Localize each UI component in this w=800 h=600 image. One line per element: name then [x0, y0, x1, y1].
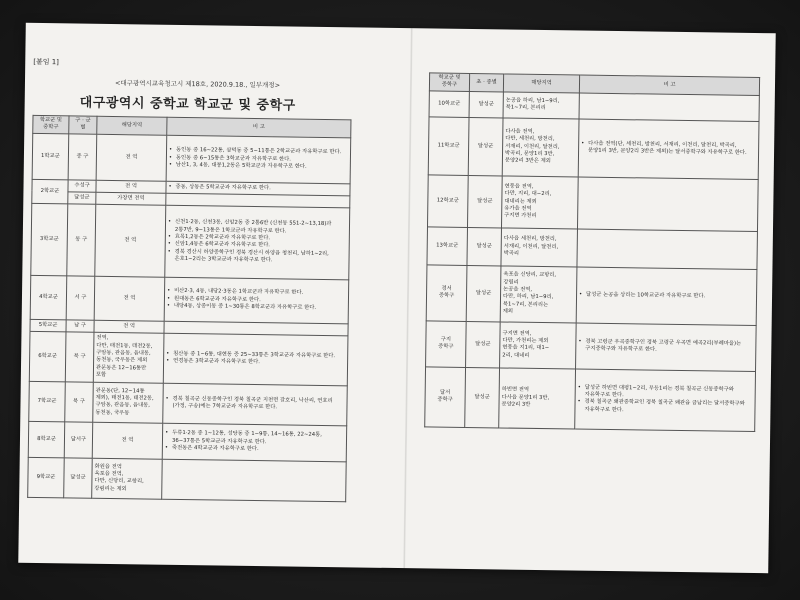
area-cell: 구지면 전역, 다만, 가천리는 제외 현풍읍 지1리, 대1~ 2리, 대네리 [500, 322, 577, 369]
area-cell: 전 역 [94, 276, 165, 321]
header-district: 구 · 군 별 [69, 116, 97, 134]
level-cell: 달성군 [469, 91, 503, 117]
note-cell [577, 177, 758, 232]
note-cell [165, 205, 350, 280]
note-item: • 비산2·3, 4동, 내당2·3동은 1학교군과 자유학구로 한다. [173, 288, 346, 298]
table-row [427, 227, 757, 270]
header-note: 비 고 [167, 117, 351, 137]
level-cell: 달성군 [468, 117, 503, 175]
group-cell: 2학교군 [32, 179, 68, 204]
area-cell: 전 역 [92, 422, 162, 459]
header-group: 학교군 및 중학구 [429, 73, 469, 91]
group-cell: 3학교군 [31, 203, 68, 275]
note-item: • 효목1,2동은 2학교군과 자유학구로 한다. [174, 234, 347, 244]
level-cell: 달성군 [465, 367, 500, 427]
note-item: • 경북 칠곡군 왜관중학교인 경북 칠곡군 왜관읍 금남리는 달서중학구와 자유학구로 한다. [583, 399, 752, 416]
level-cell: 달성군 [467, 227, 502, 265]
area-cell: 다사읍 세천리, 방천리, 서재리, 이천리, 달천리, 박곡리 [501, 228, 578, 267]
note-item: • 중동, 상동은 5학교군과 자유학구로 한다. [174, 183, 347, 193]
note-cell [164, 277, 349, 324]
note-item: • 침산동 중 1~6통, 대현동 중 25~33통은 3학교군과 자유학구로 한다. [172, 351, 345, 361]
note-cell [576, 323, 757, 372]
area-cell: 화원읍 전역 옥포읍 전역, 다만, 신당리, 교항리, 강림리는 제외 [92, 458, 163, 499]
note-item: • 경북 고령군 우곡중학구인 경북 고령군 우곡면 예곡2리(부례마을)는 구지중학구와 자유학구로 한다. [584, 339, 753, 356]
note-cell [578, 119, 759, 180]
note-cell [163, 333, 348, 386]
area-cell: 가창면 전역 [96, 192, 166, 205]
district-cell: 동 구 [67, 204, 96, 276]
attachment-label: [붙임 1] [33, 57, 59, 67]
note-item: • 경북 경산시 하양중학구인 경북 경산시 하양읍 청천리, 남하1~2리, 은호1~2리는 3학교군과 자유학구로 한다. [173, 249, 346, 266]
group-cell: 12학교군 [427, 175, 468, 228]
area-cell: 전 역 [94, 320, 164, 333]
district-cell: 남 구 [66, 320, 94, 332]
district-cell: 달성군 [68, 192, 96, 204]
notice-subtitle: <대구광역시교육청고시 제18호, 2020.9.18., 일부개정> [114, 79, 281, 90]
group-cell: 5학교군 [30, 319, 66, 332]
level-cell: 달성군 [467, 175, 502, 227]
table-row [426, 265, 757, 326]
note-item: • 다사읍 전역(단, 세천리, 방천리, 서재리, 이천리, 달천리, 박곡리, 문양1리 3반, 문양2리 3반은 제외)는 달서중학구와 자유학구로 한다. [587, 141, 756, 158]
table-row [32, 133, 351, 183]
group-cell: 9학교군 [28, 457, 65, 497]
table-row [28, 421, 346, 461]
district-cell: 북 구 [65, 332, 94, 382]
note-cell [163, 383, 348, 426]
note-cell [576, 267, 757, 326]
district-cell: 달성군 [64, 458, 93, 498]
area-cell: 하빈면 전역 다사읍 문양1리 3반, 문양2리 3반 [499, 368, 576, 429]
table-row [30, 275, 349, 323]
note-item: • 신암1,4동은 6학교군과 자유학구로 한다. [174, 241, 347, 251]
header-area: 해당지역 [503, 74, 579, 93]
table-row [426, 321, 757, 372]
header-group: 학교군 및 중학구 [33, 115, 69, 133]
left-page [18, 23, 406, 568]
group-cell: 11학교군 [428, 117, 469, 176]
table-row [29, 331, 348, 385]
district-cell: 수성구 [68, 180, 96, 192]
note-item: • 동인동 중 6~15통은 3학교군과 자유학구로 한다. [175, 154, 348, 164]
note-item: • 내당4동, 상중이동 중 1~30통은 8학교군과 자유학구로 한다. [173, 303, 346, 313]
note-cell [166, 135, 351, 184]
note-cell [162, 423, 346, 462]
district-cell: 북 구 [65, 382, 94, 422]
group-cell: 1학교군 [32, 133, 69, 179]
group-cell: 경서 중학구 [426, 265, 467, 322]
note-cell [579, 93, 759, 122]
area-cell: 전 역 [96, 180, 166, 193]
group-cell: 10학교군 [429, 91, 469, 118]
table-row [425, 367, 756, 432]
area-cell: 전 역 [96, 134, 167, 181]
area-cell: 논공읍 하리, 남1~9리, 북1~7리, 본리리 [503, 92, 579, 119]
note-item: • 달성군 논공읍 상리는 10학교군과 자유학구로 한다. [585, 291, 754, 301]
group-cell: 달서 중학구 [425, 367, 466, 428]
group-cell: 13학교군 [427, 227, 468, 266]
note-item: • 죽전동은 4학교군과 자유학구로 한다. [171, 445, 344, 455]
table-row [428, 117, 759, 180]
note-item: • 남산1, 3, 4동, 대봉1,2동은 5학교군과 자유학구로 한다. [175, 162, 348, 172]
district-cell: 서 구 [66, 276, 95, 320]
header-note: 비 고 [579, 75, 759, 95]
table-row [28, 457, 347, 501]
area-cell: 전역, 다만, 태전1동, 태전2동, 구암동, 관음동, 읍내동, 동천동, 국우동은 제외 관문동은 12~16통만 포함 [93, 332, 164, 383]
left-district-table [27, 115, 351, 502]
header-level: 초 · 중별 [469, 73, 503, 91]
group-cell: 6학교군 [29, 331, 66, 381]
note-item: • 연경동은 3학교군과 자유학구로 한다. [172, 358, 345, 368]
note-item: • 동인동 중 16~22통, 삼덕동 중 5~11통은 2학교군과 자유학구로 한다. [175, 147, 348, 157]
right-district-table [424, 72, 760, 431]
document-title: 대구광역시 중학교 학교군 및 중학구 [79, 95, 296, 114]
area-cell: 전 역 [95, 204, 166, 277]
note-cell [162, 459, 347, 502]
note-cell [575, 369, 756, 432]
note-item: • 원대동은 6학교군과 자유학구로 한다. [173, 295, 346, 305]
area-cell: 옥포읍 신당리, 교항리, 강림리 논공읍 전역, 다만, 하리, 남1~9리, 북1~7리, 본리리는 제외 [500, 266, 577, 323]
header-area: 해당지역 [97, 116, 167, 135]
note-item: • 달성군 하빈면 대평1~2리, 무등1리는 경북 칠곡군 신동중학구와 자유학구로 한다. [584, 384, 753, 401]
group-cell: 4학교군 [30, 275, 67, 319]
right-page [408, 28, 776, 573]
area-cell: 관문동(단, 12~14통 제외), 태전1동, 태전2동, 구암동, 관음동, 읍내동, 동천동, 국우동 [93, 382, 164, 423]
note-item: • 두류1·2동 중 1~12통, 성당동 중 1~9통, 14~16통, 22~24통, 36~37통은 5학교군과 자유학구로 한다. [171, 430, 344, 447]
group-cell: 8학교군 [28, 421, 64, 457]
district-cell: 달서구 [64, 422, 92, 458]
table-row [427, 175, 758, 232]
group-cell: 7학교군 [29, 381, 66, 421]
group-cell: 구지 중학구 [426, 321, 467, 368]
area-cell: 다사읍 전역, 다만, 세천리, 방천리, 서재리, 이천리, 달천리, 박곡리, 문양1리 3반, 문양2리 3반은 제외 [502, 118, 579, 177]
level-cell: 달성군 [466, 321, 501, 367]
table-row [31, 203, 350, 279]
table-row [29, 381, 348, 425]
document-sheet [18, 23, 775, 573]
level-cell: 달성군 [466, 265, 501, 321]
note-cell [577, 229, 758, 270]
note-item: • 신천1·2동, 신천3동, 신암2동 중 2통6반 (신천동 551-2~13,18)과 2통7반, 9~13통은 1학교군과 자유학구로 한다. [174, 219, 347, 236]
note-item: • 경북 칠곡군 신동중학구인 경북 칠곡군 지천면 갈호리, 낙산리, 연호리(가정, 구송)에는 7학교군과 자유학구로 한다. [171, 396, 344, 413]
district-cell: 중 구 [68, 134, 97, 180]
area-cell: 현풍읍 전역, 다만, 지리, 대~2리, 대네리는 제외 유가읍 전역 구지면 가천리 [501, 176, 578, 229]
